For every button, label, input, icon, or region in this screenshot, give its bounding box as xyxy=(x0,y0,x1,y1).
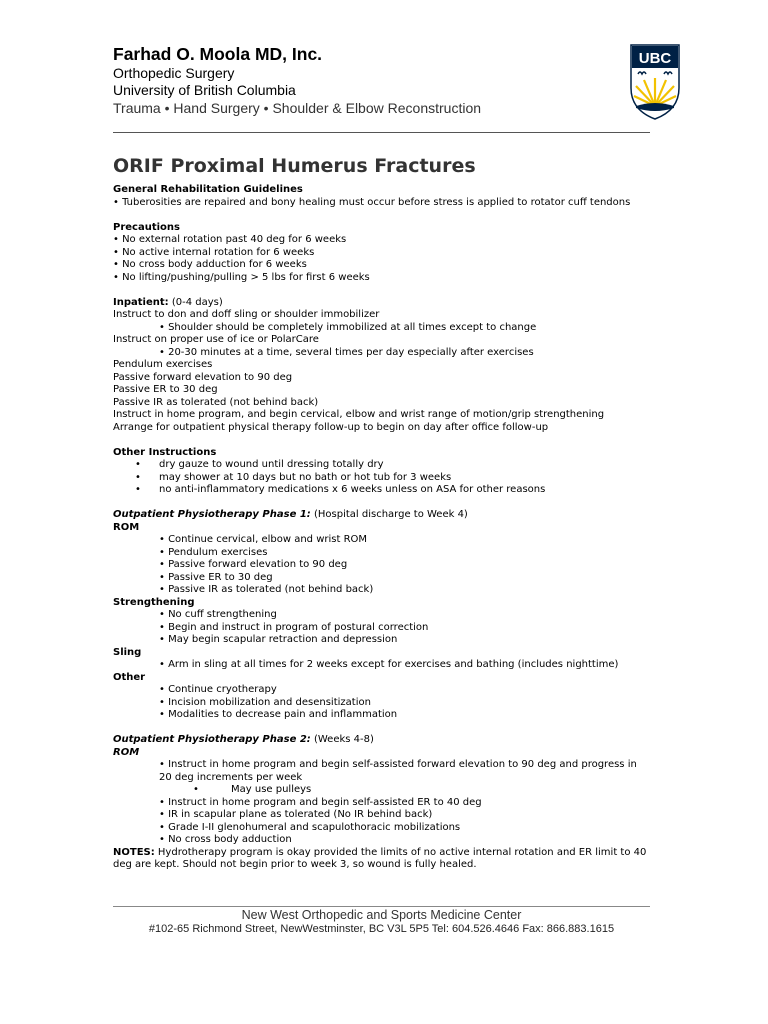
phase1-sling-heading: Sling xyxy=(113,646,142,658)
inpatient-line: Pendulum exercises xyxy=(113,359,213,370)
footer-divider xyxy=(113,906,650,907)
phase1-other-item: • Modalities to decrease pain and inflammation xyxy=(159,709,398,720)
inpatient-line: • 20-30 minutes at a time, several times per day especially after exercises xyxy=(159,346,534,358)
phase1-rom-item: • Continue cervical, elbow and wrist ROM xyxy=(159,534,368,545)
section-heading-other-instructions: Other Instructions xyxy=(113,446,217,458)
phase2-heading-line xyxy=(113,734,658,747)
notes-label: NOTES: xyxy=(113,846,155,858)
phase1-heading-line xyxy=(113,509,658,522)
inpatient-line: • Shoulder should be completely immobilized at all times except to change xyxy=(159,321,537,333)
phase1-rom-heading: ROM xyxy=(113,521,140,533)
phase1-rom-item: • Pendulum exercises xyxy=(159,546,268,558)
inpatient-range: (0-4 days) xyxy=(168,296,223,308)
phase1-rom-item: • Passive IR as tolerated (not behind back) xyxy=(159,584,374,595)
precaution-item: • No active internal rotation for 6 weeks xyxy=(113,246,315,258)
letterhead xyxy=(113,44,481,118)
inpatient-line: Passive IR as tolerated (not behind back) xyxy=(113,396,319,408)
phase2-rom-item-continued: 20 deg increments per week xyxy=(159,771,303,783)
phase1-strengthening-item: • No cuff strengthening xyxy=(159,609,277,620)
section-heading-phase2: Outpatient Physiotherapy Phase 2: xyxy=(113,734,311,745)
section-heading-general: General Rehabilitation Guidelines xyxy=(113,184,303,195)
phase1-strengthening-item: • May begin scapular retraction and depression xyxy=(159,634,398,645)
document-body xyxy=(113,184,658,872)
inpatient-line: Passive forward elevation to 90 deg xyxy=(113,371,293,383)
phase1-other-heading: Other xyxy=(113,671,146,683)
footer-clinic-name: New West Orthopedic and Sports Medicine Center xyxy=(241,908,522,922)
phase1-rom-item: • Passive ER to 30 deg xyxy=(159,571,273,583)
phase1-strengthening-heading: Strengthening xyxy=(113,596,195,608)
tagline: Trauma • Hand Surgery • Shoulder & Elbow Reconstruction xyxy=(113,100,482,116)
header-divider xyxy=(113,132,650,133)
phase1-sling-item: • Arm in sling at all times for 2 weeks except for exercises and bathing (includes nighttime) xyxy=(159,659,619,670)
physician-name: Farhad O. Moola MD, Inc. xyxy=(113,44,323,64)
phase2-notes xyxy=(113,847,658,872)
phase2-rom-subitem: • May use pulleys xyxy=(193,784,312,795)
other-instruction-item: • dry gauze to wound until dressing totally dry xyxy=(113,459,658,472)
phase2-rom-item: • Grade I-II glenohumeral and scapulothoracic mobilizations xyxy=(159,821,461,833)
inpatient-line: Instruct in home program, and begin cervical, elbow and wrist range of motion/grip strengthening xyxy=(113,409,605,420)
phase2-rom-item: • IR in scapular plane as tolerated (No IR behind back) xyxy=(159,809,433,820)
section-heading-precautions: Precautions xyxy=(113,221,180,233)
footer-address: #102-65 Richmond Street, NewWestminster, BC V3L 5P5 Tel: 604.526.4646 Fax: 866.883.1615 xyxy=(148,923,615,935)
phase1-strengthening-item: • Begin and instruct in program of postural correction xyxy=(159,621,429,633)
phase2-rom-heading: ROM xyxy=(113,746,140,758)
phase2-rom-item: • No cross body adduction xyxy=(159,834,292,845)
phase2-range: (Weeks 4-8) xyxy=(310,734,374,745)
svg-text:UBC: UBC xyxy=(638,50,672,67)
university: University of British Columbia xyxy=(113,82,296,98)
precaution-item: • No lifting/pushing/pulling > 5 lbs for first 6 weeks xyxy=(113,271,370,283)
inpatient-line: Passive ER to 30 deg xyxy=(113,384,218,395)
precaution-item: • No external rotation past 40 deg for 6 weeks xyxy=(113,234,347,245)
notes-text: Hydrotherapy program is okay provided the limits of no active internal rotation and ER limit to 40 deg are kept. Should not begin prior to week 3, so wound is fully healed. xyxy=(113,846,647,870)
general-item: • Tuberosities are repaired and bony healing must occur before stress is applied to rotator cuff tendons xyxy=(113,196,631,208)
other-instruction-item: • may shower at 10 days but no bath or hot tub for 3 weeks xyxy=(113,472,658,485)
phase1-range: (Hospital discharge to Week 4) xyxy=(310,509,468,520)
section-heading-inpatient: Inpatient: xyxy=(113,296,169,308)
phase1-rom-item: • Passive forward elevation to 90 deg xyxy=(159,559,348,570)
phase1-other-item: • Continue cryotherapy xyxy=(159,684,277,695)
inpatient-line: Instruct to don and doff sling or shoulder immobilizer xyxy=(113,309,380,320)
phase2-rom-item: • Instruct in home program and begin self-assisted ER to 40 deg xyxy=(159,796,482,808)
inpatient-line: Instruct on proper use of ice or PolarCare xyxy=(113,334,319,345)
other-instruction-item: • no anti-inflammatory medications x 6 weeks unless on ASA for other reasons xyxy=(113,484,658,497)
inpatient-heading-line xyxy=(113,297,658,310)
precaution-item: • No cross body adduction for 6 weeks xyxy=(113,259,307,270)
specialty: Orthopedic Surgery xyxy=(113,65,235,81)
document-title: ORIF Proximal Humerus Fractures xyxy=(113,155,476,177)
phase1-other-item: • Incision mobilization and desensitization xyxy=(159,696,371,708)
inpatient-line: Arrange for outpatient physical therapy follow-up to begin on day after office follow-up xyxy=(113,421,549,433)
phase2-rom-item: • Instruct in home program and begin self-assisted forward elevation to 90 deg and progress in xyxy=(159,759,637,770)
section-heading-phase1: Outpatient Physiotherapy Phase 1: xyxy=(113,509,311,520)
ubc-logo xyxy=(630,44,680,120)
